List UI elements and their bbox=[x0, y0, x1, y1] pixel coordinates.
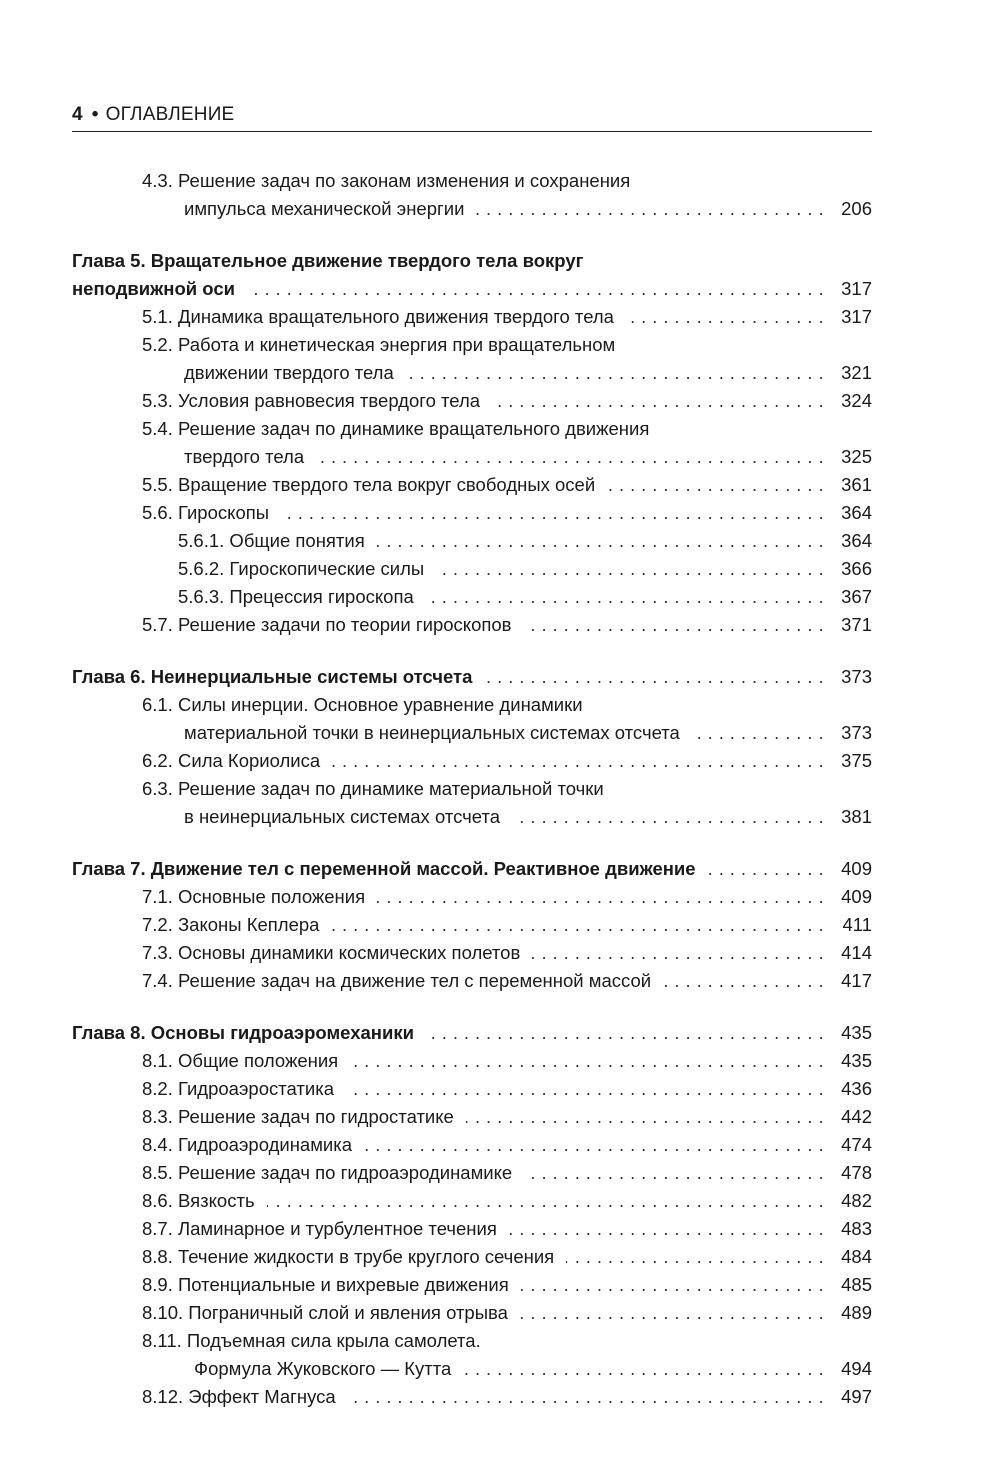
toc-entry-5-3[interactable] bbox=[72, 387, 872, 415]
toc-page-number: 317 bbox=[841, 278, 872, 299]
toc-entry-text: 8.11. Подъемная сила крыла самолета. bbox=[142, 1330, 481, 1351]
toc-entry-7-4[interactable] bbox=[72, 967, 872, 995]
toc-entry-5-6-1[interactable] bbox=[72, 527, 872, 555]
leader-dots bbox=[663, 967, 824, 995]
leader-dots bbox=[708, 855, 824, 883]
toc-entry-8-9[interactable] bbox=[72, 1271, 872, 1299]
toc-entry-8-4[interactable] bbox=[72, 1131, 872, 1159]
leader-dots bbox=[512, 803, 824, 831]
leader-dots bbox=[509, 1215, 824, 1243]
leader-dots bbox=[348, 1383, 824, 1411]
toc-entry-8-1[interactable] bbox=[72, 1047, 872, 1075]
toc-page-number: 436 bbox=[841, 1078, 872, 1099]
toc-entry-text-cont: Формула Жуковского — Кутта bbox=[194, 1358, 452, 1379]
toc-page-number: 435 bbox=[841, 1022, 872, 1043]
toc-chapter-title: Глава 6. Неинерциальные системы отсчета bbox=[72, 666, 473, 687]
leader-dots bbox=[463, 1355, 824, 1383]
toc-chapter-5[interactable] bbox=[72, 247, 872, 303]
toc-entry-text: 8.10. Пограничный слой и явления отрыва bbox=[142, 1302, 508, 1323]
toc-entry-8-12[interactable] bbox=[72, 1383, 872, 1411]
toc-entry-5-6[interactable] bbox=[72, 499, 872, 527]
leader-dots bbox=[532, 939, 824, 967]
toc-entry-8-11[interactable] bbox=[72, 1327, 872, 1383]
toc-page-number: 381 bbox=[841, 806, 872, 827]
toc-entry-text: 8.7. Ламинарное и турбулентное течения bbox=[142, 1218, 497, 1239]
leader-dots bbox=[281, 499, 824, 527]
toc-chapter-title: Глава 5. Вращательное движение твердого тела вокруг bbox=[72, 250, 584, 271]
toc-entry-5-5[interactable] bbox=[72, 471, 872, 499]
toc-entry-text: 5.6.3. Прецессия гироскопа bbox=[178, 586, 414, 607]
toc-page-number: 494 bbox=[841, 1358, 872, 1379]
toc-page-number: 409 bbox=[841, 858, 872, 879]
leader-dots bbox=[692, 719, 824, 747]
toc-entry-text: 6.2. Сила Кориолиса bbox=[142, 750, 321, 771]
leader-dots bbox=[346, 1075, 824, 1103]
toc-entry-text: 5.1. Динамика вращательного движения твердого тела bbox=[142, 306, 614, 327]
leader-dots bbox=[377, 883, 824, 911]
toc-page-number: 435 bbox=[841, 1050, 872, 1071]
header-bullet: • bbox=[91, 104, 99, 125]
toc-entry-text: 5.6.2. Гироскопические силы bbox=[178, 558, 425, 579]
toc-entry-8-6[interactable] bbox=[72, 1187, 872, 1215]
leader-dots bbox=[520, 1299, 824, 1327]
toc-page-number: 409 bbox=[841, 886, 872, 907]
header-title: ОГЛАВЛЕНИЕ bbox=[105, 104, 235, 125]
leader-dots bbox=[626, 303, 824, 331]
toc-entry-text-cont: движении твердого тела bbox=[184, 362, 394, 383]
toc-entry-6-3[interactable] bbox=[72, 775, 872, 831]
leader-dots bbox=[476, 195, 824, 223]
toc-entry-text: 8.2. Гидроаэростатика bbox=[142, 1078, 334, 1099]
toc-page-number: 497 bbox=[841, 1386, 872, 1407]
toc-entry-5-6-3[interactable] bbox=[72, 583, 872, 611]
toc-entry-6-1[interactable] bbox=[72, 691, 872, 747]
leader-dots bbox=[350, 1047, 824, 1075]
toc-entry-text: 8.5. Решение задач по гидроаэродинамике bbox=[142, 1162, 513, 1183]
leader-dots bbox=[524, 611, 824, 639]
toc-page-number: 485 bbox=[841, 1274, 872, 1295]
toc-entry-text: 5.3. Условия равновесия твердого тела bbox=[142, 390, 481, 411]
toc-entry-text: 7.1. Основные положения bbox=[142, 886, 366, 907]
toc-page-number: 206 bbox=[841, 198, 872, 219]
toc-entry-text: 6.3. Решение задач по динамике материальной точки bbox=[142, 778, 604, 799]
leader-dots bbox=[332, 747, 824, 775]
table-of-contents bbox=[72, 167, 872, 1411]
toc-entry-7-3[interactable] bbox=[72, 939, 872, 967]
toc-chapter-title: Глава 7. Движение тел с переменной массой. Реактивное движение bbox=[72, 858, 696, 879]
toc-page-number: 373 bbox=[841, 722, 872, 743]
leader-dots bbox=[492, 387, 824, 415]
toc-entry-text: 5.5. Вращение твердого тела вокруг свободных осей bbox=[142, 474, 596, 495]
toc-page-number: 371 bbox=[841, 614, 872, 635]
leader-dots bbox=[426, 1019, 824, 1047]
toc-entry-8-10[interactable] bbox=[72, 1299, 872, 1327]
leader-dots bbox=[267, 1187, 824, 1215]
toc-entry-5-2[interactable] bbox=[72, 331, 872, 387]
leader-dots bbox=[331, 911, 824, 939]
toc-entry-text: 7.2. Законы Кеплера bbox=[142, 914, 320, 935]
toc-entry-text: 8.1. Общие положения bbox=[142, 1050, 339, 1071]
toc-page-number: 375 bbox=[841, 750, 872, 771]
leader-dots bbox=[436, 555, 824, 583]
leader-dots bbox=[364, 1131, 824, 1159]
toc-entry-text-cont: в неинерциальных системах отсчета bbox=[184, 806, 500, 827]
toc-page-number: 373 bbox=[841, 666, 872, 687]
toc-page-number: 361 bbox=[841, 474, 872, 495]
toc-page-number: 317 bbox=[841, 306, 872, 327]
toc-entry-text: 7.4. Решение задач на движение тел с переменной массой bbox=[142, 970, 652, 991]
toc-page-number: 414 bbox=[841, 942, 872, 963]
leader-dots bbox=[426, 583, 824, 611]
toc-entry-text: 4.3. Решение задач по законам изменения и сохранения bbox=[142, 170, 631, 191]
toc-entry-8-5[interactable] bbox=[72, 1159, 872, 1187]
toc-entry-text: 5.4. Решение задач по динамике вращательного движения bbox=[142, 418, 650, 439]
toc-page-number: 324 bbox=[841, 390, 872, 411]
toc-entry-text: 5.2. Работа и кинетическая энергия при вращательном bbox=[142, 334, 616, 355]
toc-entry-text: 5.6.1. Общие понятия bbox=[178, 530, 365, 551]
toc-entry-text: 8.3. Решение задач по гидростатике bbox=[142, 1106, 454, 1127]
leader-dots bbox=[524, 1159, 824, 1187]
toc-entry-5-7[interactable] bbox=[72, 611, 872, 639]
toc-entry-5-4[interactable] bbox=[72, 415, 872, 471]
toc-page-number: 364 bbox=[841, 502, 872, 523]
leader-dots bbox=[247, 275, 824, 303]
toc-chapter-title-cont: неподвижной оси bbox=[72, 278, 236, 299]
toc-entry-text: 8.6. Вязкость bbox=[142, 1190, 255, 1211]
toc-entry-8-3[interactable] bbox=[72, 1103, 872, 1131]
toc-entry-text-cont: импульса механической энергии bbox=[184, 198, 465, 219]
running-header bbox=[72, 103, 872, 127]
toc-chapter-6[interactable] bbox=[72, 663, 872, 691]
toc-page-number: 478 bbox=[841, 1162, 872, 1183]
toc-chapter-7[interactable] bbox=[72, 855, 872, 883]
toc-page-number: 417 bbox=[841, 970, 872, 991]
toc-page-number: 474 bbox=[841, 1134, 872, 1155]
leader-dots bbox=[316, 443, 824, 471]
toc-entry-text-cont: твердого тела bbox=[184, 446, 305, 467]
toc-entry-7-2[interactable] bbox=[72, 911, 872, 939]
toc-page-number: 442 bbox=[841, 1106, 872, 1127]
leader-dots bbox=[466, 1103, 824, 1131]
toc-entry-5-1[interactable] bbox=[72, 303, 872, 331]
toc-entry-text: 7.3. Основы динамики космических полетов bbox=[142, 942, 521, 963]
toc-entry-text: 8.4. Гидроаэродинамика bbox=[142, 1134, 353, 1155]
leader-dots bbox=[566, 1243, 824, 1271]
toc-entry-6-2[interactable] bbox=[72, 747, 872, 775]
toc-entry-text: 8.8. Течение жидкости в трубе круглого сечения bbox=[142, 1246, 555, 1267]
leader-dots bbox=[406, 359, 824, 387]
leader-dots bbox=[521, 1271, 824, 1299]
page-number: 4 bbox=[72, 104, 83, 125]
toc-page-number: 489 bbox=[841, 1302, 872, 1323]
toc-entry-text: 8.9. Потенциальные и вихревые движения bbox=[142, 1274, 509, 1295]
leader-dots bbox=[484, 663, 824, 691]
toc-entry-text: 8.12. Эффект Магнуса bbox=[142, 1386, 336, 1407]
toc-entry-text: 5.7. Решение задачи по теории гироскопов bbox=[142, 614, 512, 635]
toc-page-number: 364 bbox=[841, 530, 872, 551]
toc-entry-text: 6.1. Силы инерции. Основное уравнение динамики bbox=[142, 694, 583, 715]
toc-entry-text: 5.6. Гироскопы bbox=[142, 502, 270, 523]
leader-dots bbox=[607, 471, 824, 499]
toc-chapter-8[interactable] bbox=[72, 1019, 872, 1047]
leader-dots bbox=[377, 527, 824, 555]
toc-entry-5-6-2[interactable] bbox=[72, 555, 872, 583]
toc-page-number: 411 bbox=[842, 914, 872, 935]
toc-page-number: 482 bbox=[841, 1190, 872, 1211]
toc-entry-7-1[interactable] bbox=[72, 883, 872, 911]
toc-page-number: 367 bbox=[841, 586, 872, 607]
toc-chapter-title: Глава 8. Основы гидроаэромеханики bbox=[72, 1022, 414, 1043]
toc-page-number: 366 bbox=[841, 558, 872, 579]
toc-page-number: 325 bbox=[841, 446, 872, 467]
header-rule bbox=[72, 131, 872, 132]
toc-entry-8-2[interactable] bbox=[72, 1075, 872, 1103]
toc-page-number: 483 bbox=[841, 1218, 872, 1239]
toc-entry-4-3[interactable] bbox=[72, 167, 872, 223]
toc-entry-text-cont: материальной точки в неинерциальных системах отсчета bbox=[184, 722, 680, 743]
toc-page-number: 484 bbox=[841, 1246, 872, 1267]
toc-page-number: 321 bbox=[841, 362, 872, 383]
toc-entry-8-8[interactable] bbox=[72, 1243, 872, 1271]
toc-entry-8-7[interactable] bbox=[72, 1215, 872, 1243]
